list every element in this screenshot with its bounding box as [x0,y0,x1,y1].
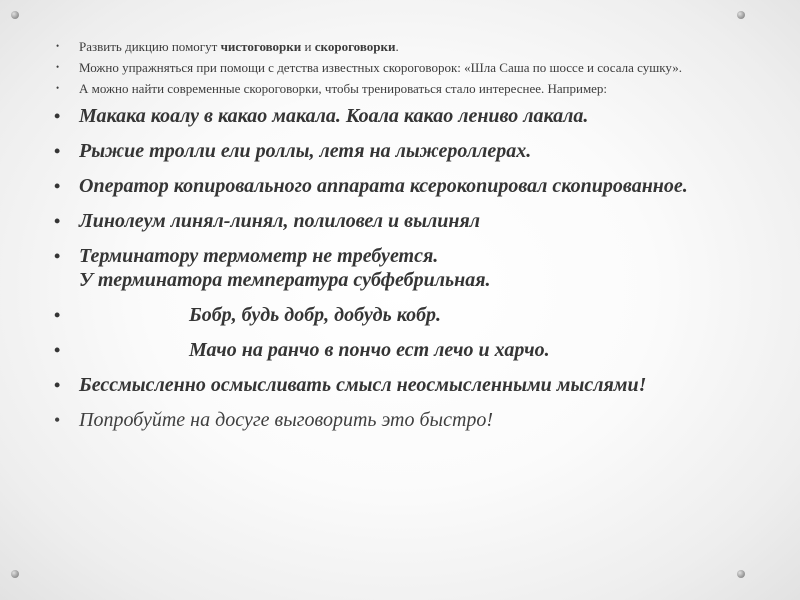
bullet-icon: • [54,375,61,395]
tongue-twister-item [53,174,753,198]
tongue-twister-text: Терминатору термометр не требуется. [79,245,439,267]
bullet-icon: • [54,305,61,325]
bullet-icon: • [56,41,60,51]
tongue-twister-item [53,373,753,397]
tongue-twister-text: Оператор копировального аппарата ксерокопировал скопированное. [79,175,688,197]
tongue-twister-list [53,104,753,432]
intro-keyword: чистоговорки [220,39,302,54]
tongue-twister-item [53,408,753,432]
tongue-twister-text: Рыжие тролли ели роллы, летя на лыжероллерах. [79,140,532,162]
intro-text: и [301,39,315,54]
tongue-twister-item [53,303,753,327]
tongue-twister-text: Макака коалу в какао макала. Коала какао лениво лакала. [79,105,589,127]
tongue-twister-item [53,209,753,233]
bullet-icon: • [54,211,61,231]
bullet-icon: • [54,340,61,360]
intro-item [53,38,753,55]
tongue-twister-text: Линолеум линял-линял, полиловел и вылинял [79,210,481,232]
tongue-twister-text: Попробуйте на досуге выговорить это быстро! [79,409,494,431]
bullet-icon: • [54,410,61,430]
bullet-icon: • [54,246,61,266]
intro-text: А можно найти современные скороговорки, чтобы тренироваться стало интереснее. Например: [79,81,608,96]
intro-keyword: скороговорки [314,39,396,54]
intro-text: Можно упражняться при помощи с детства известных скороговорок: «Шла Саша по шоссе и сосала сушку». [79,60,682,75]
slide-content [53,38,753,443]
corner-dot-bottom-left [11,570,19,578]
tongue-twister-item [53,338,753,362]
bullet-icon: • [54,106,61,126]
intro-text: Развить дикцию помогут [79,39,221,54]
corner-dot-top-left [11,11,19,19]
corner-dot-top-right [737,11,745,19]
tongue-twister-item [53,139,753,163]
intro-list [53,38,753,97]
corner-dot-bottom-right [737,570,745,578]
tongue-twister-text: Бобр, будь добр, добудь кобр. [189,304,442,326]
bullet-icon: • [54,141,61,161]
intro-text: . [395,39,399,54]
tongue-twister-text: Бессмысленно осмысливать смысл неосмысленными мыслями! [79,374,647,396]
tongue-twister-item [53,104,753,128]
tongue-twister-text-line2: У терминатора температура субфебрильная. [79,269,491,291]
intro-item [53,80,753,97]
bullet-icon: • [56,83,60,93]
intro-item [53,59,753,76]
bullet-icon: • [56,62,60,72]
tongue-twister-item [53,244,753,292]
bullet-icon: • [54,176,61,196]
tongue-twister-text: Мачо на ранчо в пончо ест лечо и харчо. [189,339,550,361]
